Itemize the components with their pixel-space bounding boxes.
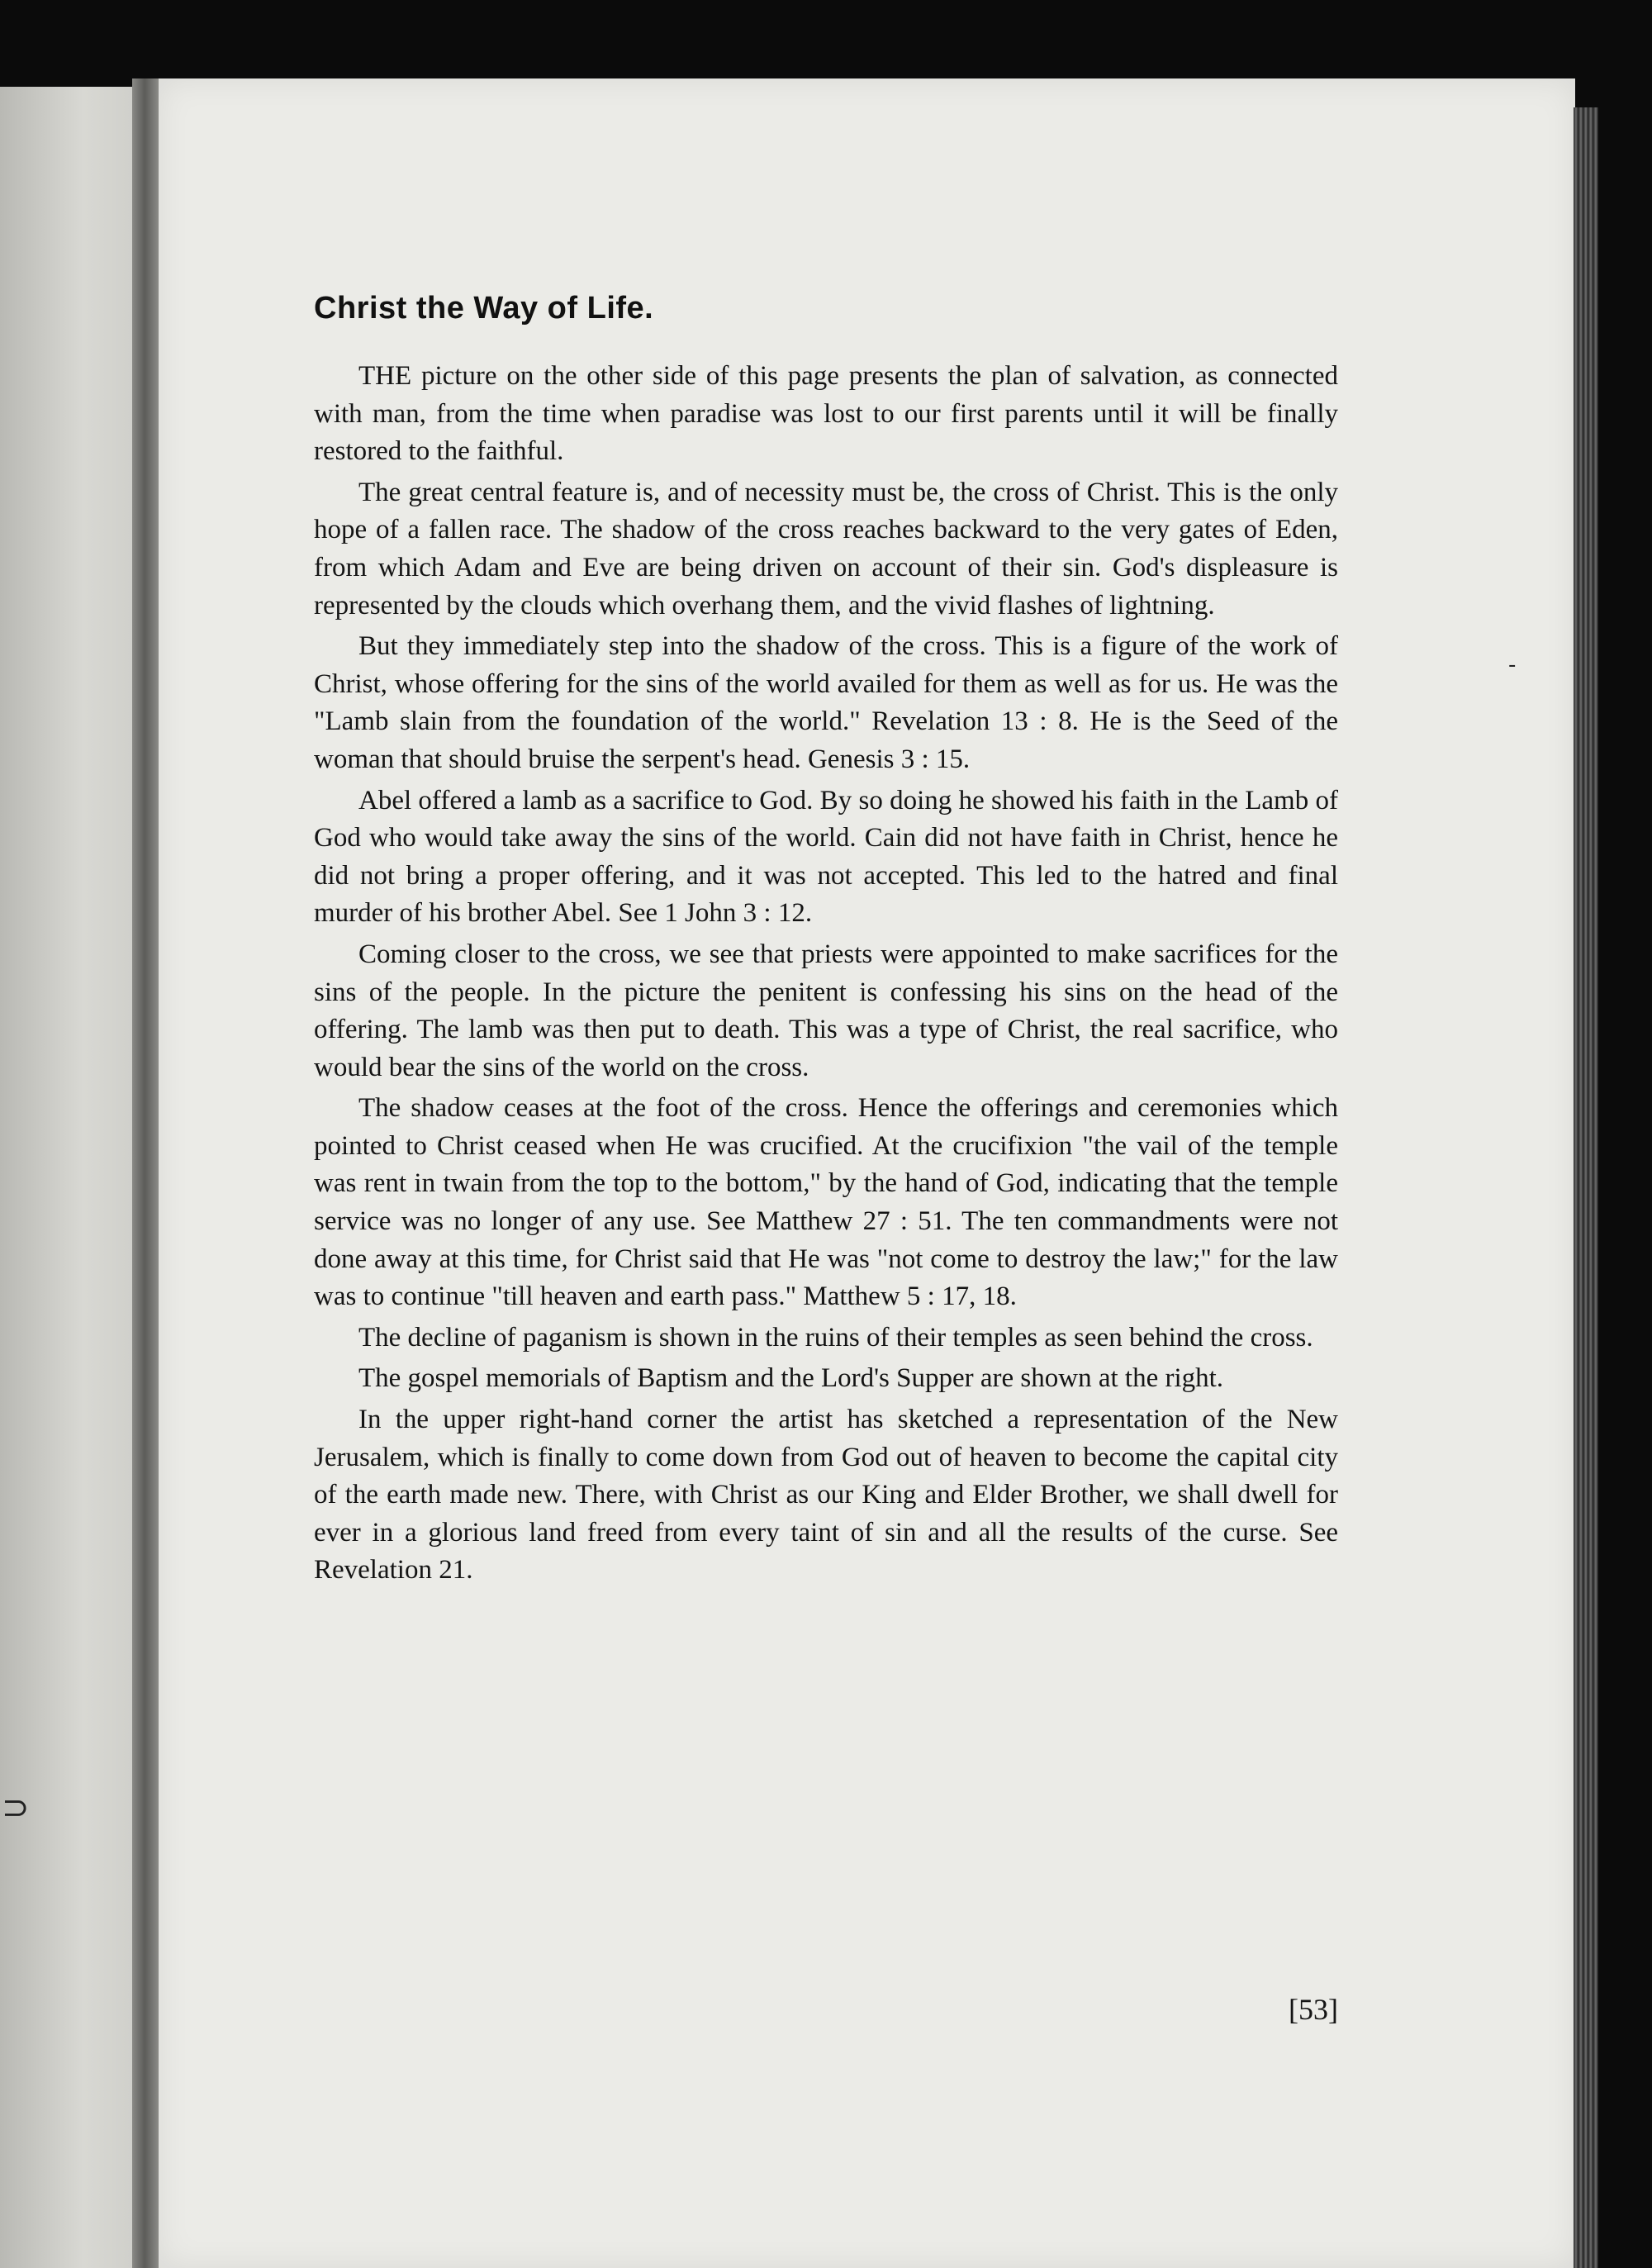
margin-arrow-mark: ⊃ <box>2 1789 30 1827</box>
article <box>314 291 1338 1593</box>
paragraph: The decline of paganism is shown in the ruins of their temples as seen behind the cross. <box>358 1322 1313 1353</box>
paragraph: The shadow ceases at the foot of the cross. Hence the offerings and ceremonies which pointed to Christ ceased when He was crucified. At the crucifixion "the vail of the temple was rent in twain from the top to the bottom," by the hand of God, indicating that the temple service was no longer of any use. See Matthew 27 : 51. The ten commandments were not done away at this time, for Christ said that He was "not come to destroy the law;" for the law was to continue "till heaven and earth pass." Matthew 5 : 17, 18. <box>314 1093 1338 1312</box>
paragraph: In the upper right-hand corner the artist has sketched a representation of the New Jerusalem, which is finally to come down from God out of heaven to become the capital city of the earth made new. There, with Christ as our King and Elder Brother, we shall dwell for ever in a glorious land freed from every taint of sin and all the results of the curse. See Revelation 21. <box>314 1405 1338 1586</box>
article-title: Christ the Way of Life. <box>314 291 654 326</box>
paragraph: Coming closer to the cross, we see that priests were appointed to make sacrifices for the sins of the people. In the picture the penitent is confessing his sins on the head of the offering. The lamb was then put to death. This was a type of Christ, the real sacrifice, who would bear the sins of the world on the cross. <box>314 939 1338 1082</box>
paragraph: The great central feature is, and of necessity must be, the cross of Christ. This is the only hope of a fallen race. The shadow of the cross reaches backward to the very gates of Eden, from which Adam and Eve are being driven on account of their sin. God's displeasure is represented by the clouds which overhang them, and the vivid flashes of lightning. <box>314 477 1338 620</box>
page-number: [53] <box>1289 1993 1338 2026</box>
paragraph: But they immediately step into the shadow of the cross. This is a figure of the work of Christ, whose offering for the sins of the world availed for them as well as for us. He was the "Lamb slain from the foundation of the world." Revelation 13 : 8. He is the Seed of the woman that should bruise the serpent's head. Genesis 3 : 15. <box>314 631 1338 774</box>
paragraph: The gospel memorials of Baptism and the Lord's Supper are shown at the right. <box>358 1363 1224 1394</box>
left-page-edge <box>0 87 139 2268</box>
margin-dash-mark: - <box>1508 653 1517 678</box>
page-stack-edge <box>1574 107 1598 2268</box>
paragraph: THE picture on the other side of this page presents the plan of salvation, as connected with man, from the time when paradise was lost to our first parents until it will be finally restored to the faithful. <box>314 361 1338 467</box>
paragraph: Abel offered a lamb as a sacrifice to God. By so doing he showed his faith in the Lamb of God who would take away the sins of the world. Cain did not have faith in Christ, hence he did not bring a proper offering, and it was not accepted. This led to the hatred and final murder of his brother Abel. See 1 John 3 : 12. <box>314 785 1338 929</box>
